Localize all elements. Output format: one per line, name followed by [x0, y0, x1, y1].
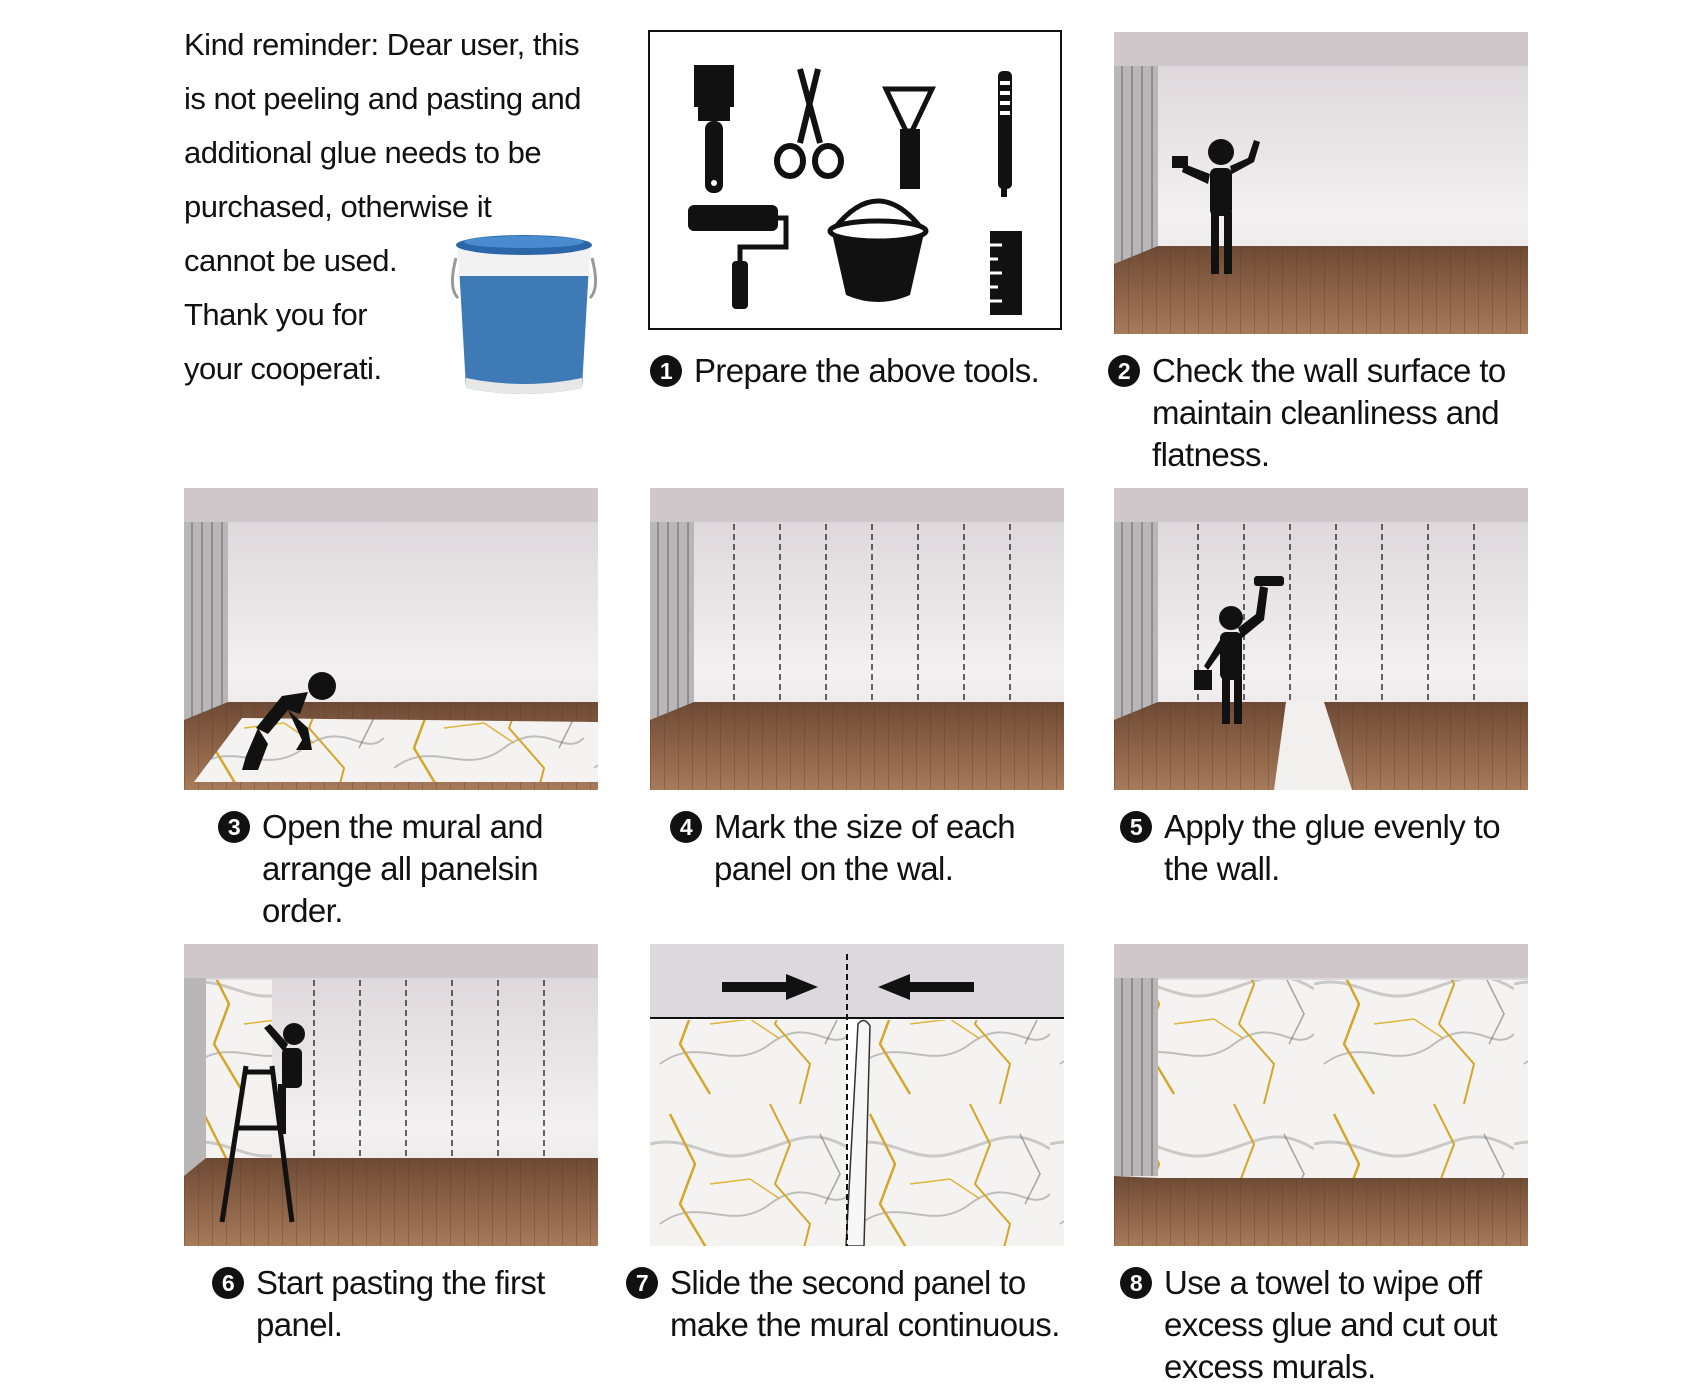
caption-line: Use a towel to wipe off [1164, 1264, 1482, 1301]
caption-line: make the mural continuous. [670, 1306, 1060, 1343]
step-8-image [1114, 944, 1528, 1246]
reminder-line: your cooperati. [184, 351, 382, 386]
step-2-image [1114, 32, 1528, 334]
caption-line: Prepare the above tools. [694, 352, 1040, 389]
caption-line: Mark the size of each [714, 808, 1016, 845]
step-4-image [650, 488, 1064, 790]
caption-line: panel on the wal. [714, 850, 954, 887]
step-3-image [184, 488, 598, 790]
step-number: 7 [626, 1267, 658, 1299]
paint-roller-icon [688, 205, 786, 309]
caption-line: Slide the second panel to [670, 1264, 1026, 1301]
caption-line: Start pasting the first [256, 1264, 545, 1301]
step-7-image [650, 944, 1064, 1246]
reminder-line: additional glue needs to be [184, 135, 542, 170]
caption-line: excess murals. [1164, 1348, 1376, 1385]
reminder-line: purchased, otherwise it [184, 189, 492, 224]
utility-knife-icon [998, 71, 1012, 197]
scissors-icon [777, 69, 841, 176]
caption-line: panel. [256, 1306, 343, 1343]
step-number: 2 [1108, 355, 1140, 387]
step-number: 1 [650, 355, 682, 387]
reminder-line: is not peeling and pasting and [184, 81, 581, 116]
step-number: 8 [1120, 1267, 1152, 1299]
paint-brush-icon [694, 65, 734, 193]
step-number: 5 [1120, 811, 1152, 843]
step-number: 3 [218, 811, 250, 843]
caption-line: Check the wall surface to [1152, 352, 1506, 389]
caption-line: maintain cleanliness and [1152, 394, 1499, 431]
caption-line: excess glue and cut out [1164, 1306, 1497, 1343]
scraper-icon [886, 89, 932, 189]
step-5-image [1114, 488, 1528, 790]
glue-bucket-icon [448, 228, 600, 398]
step-number: 4 [670, 811, 702, 843]
caption-line: Open the mural and [262, 808, 543, 845]
reminder-line: Thank you for [184, 297, 368, 332]
caption-line: flatness. [1152, 436, 1270, 473]
caption-line: arrange all panelsin [262, 850, 539, 887]
caption-line: Apply the glue evenly to [1164, 808, 1500, 845]
caption-line: the wall. [1164, 850, 1280, 887]
step-6-image [184, 944, 598, 1246]
step-number: 6 [212, 1267, 244, 1299]
reminder-line: Kind reminder: Dear user, this [184, 27, 580, 62]
tools-panel [648, 30, 1062, 330]
reminder-line: cannot be used. [184, 243, 398, 278]
bucket-icon [830, 201, 926, 302]
caption-line: order. [262, 892, 343, 929]
ruler-icon [990, 231, 1022, 315]
